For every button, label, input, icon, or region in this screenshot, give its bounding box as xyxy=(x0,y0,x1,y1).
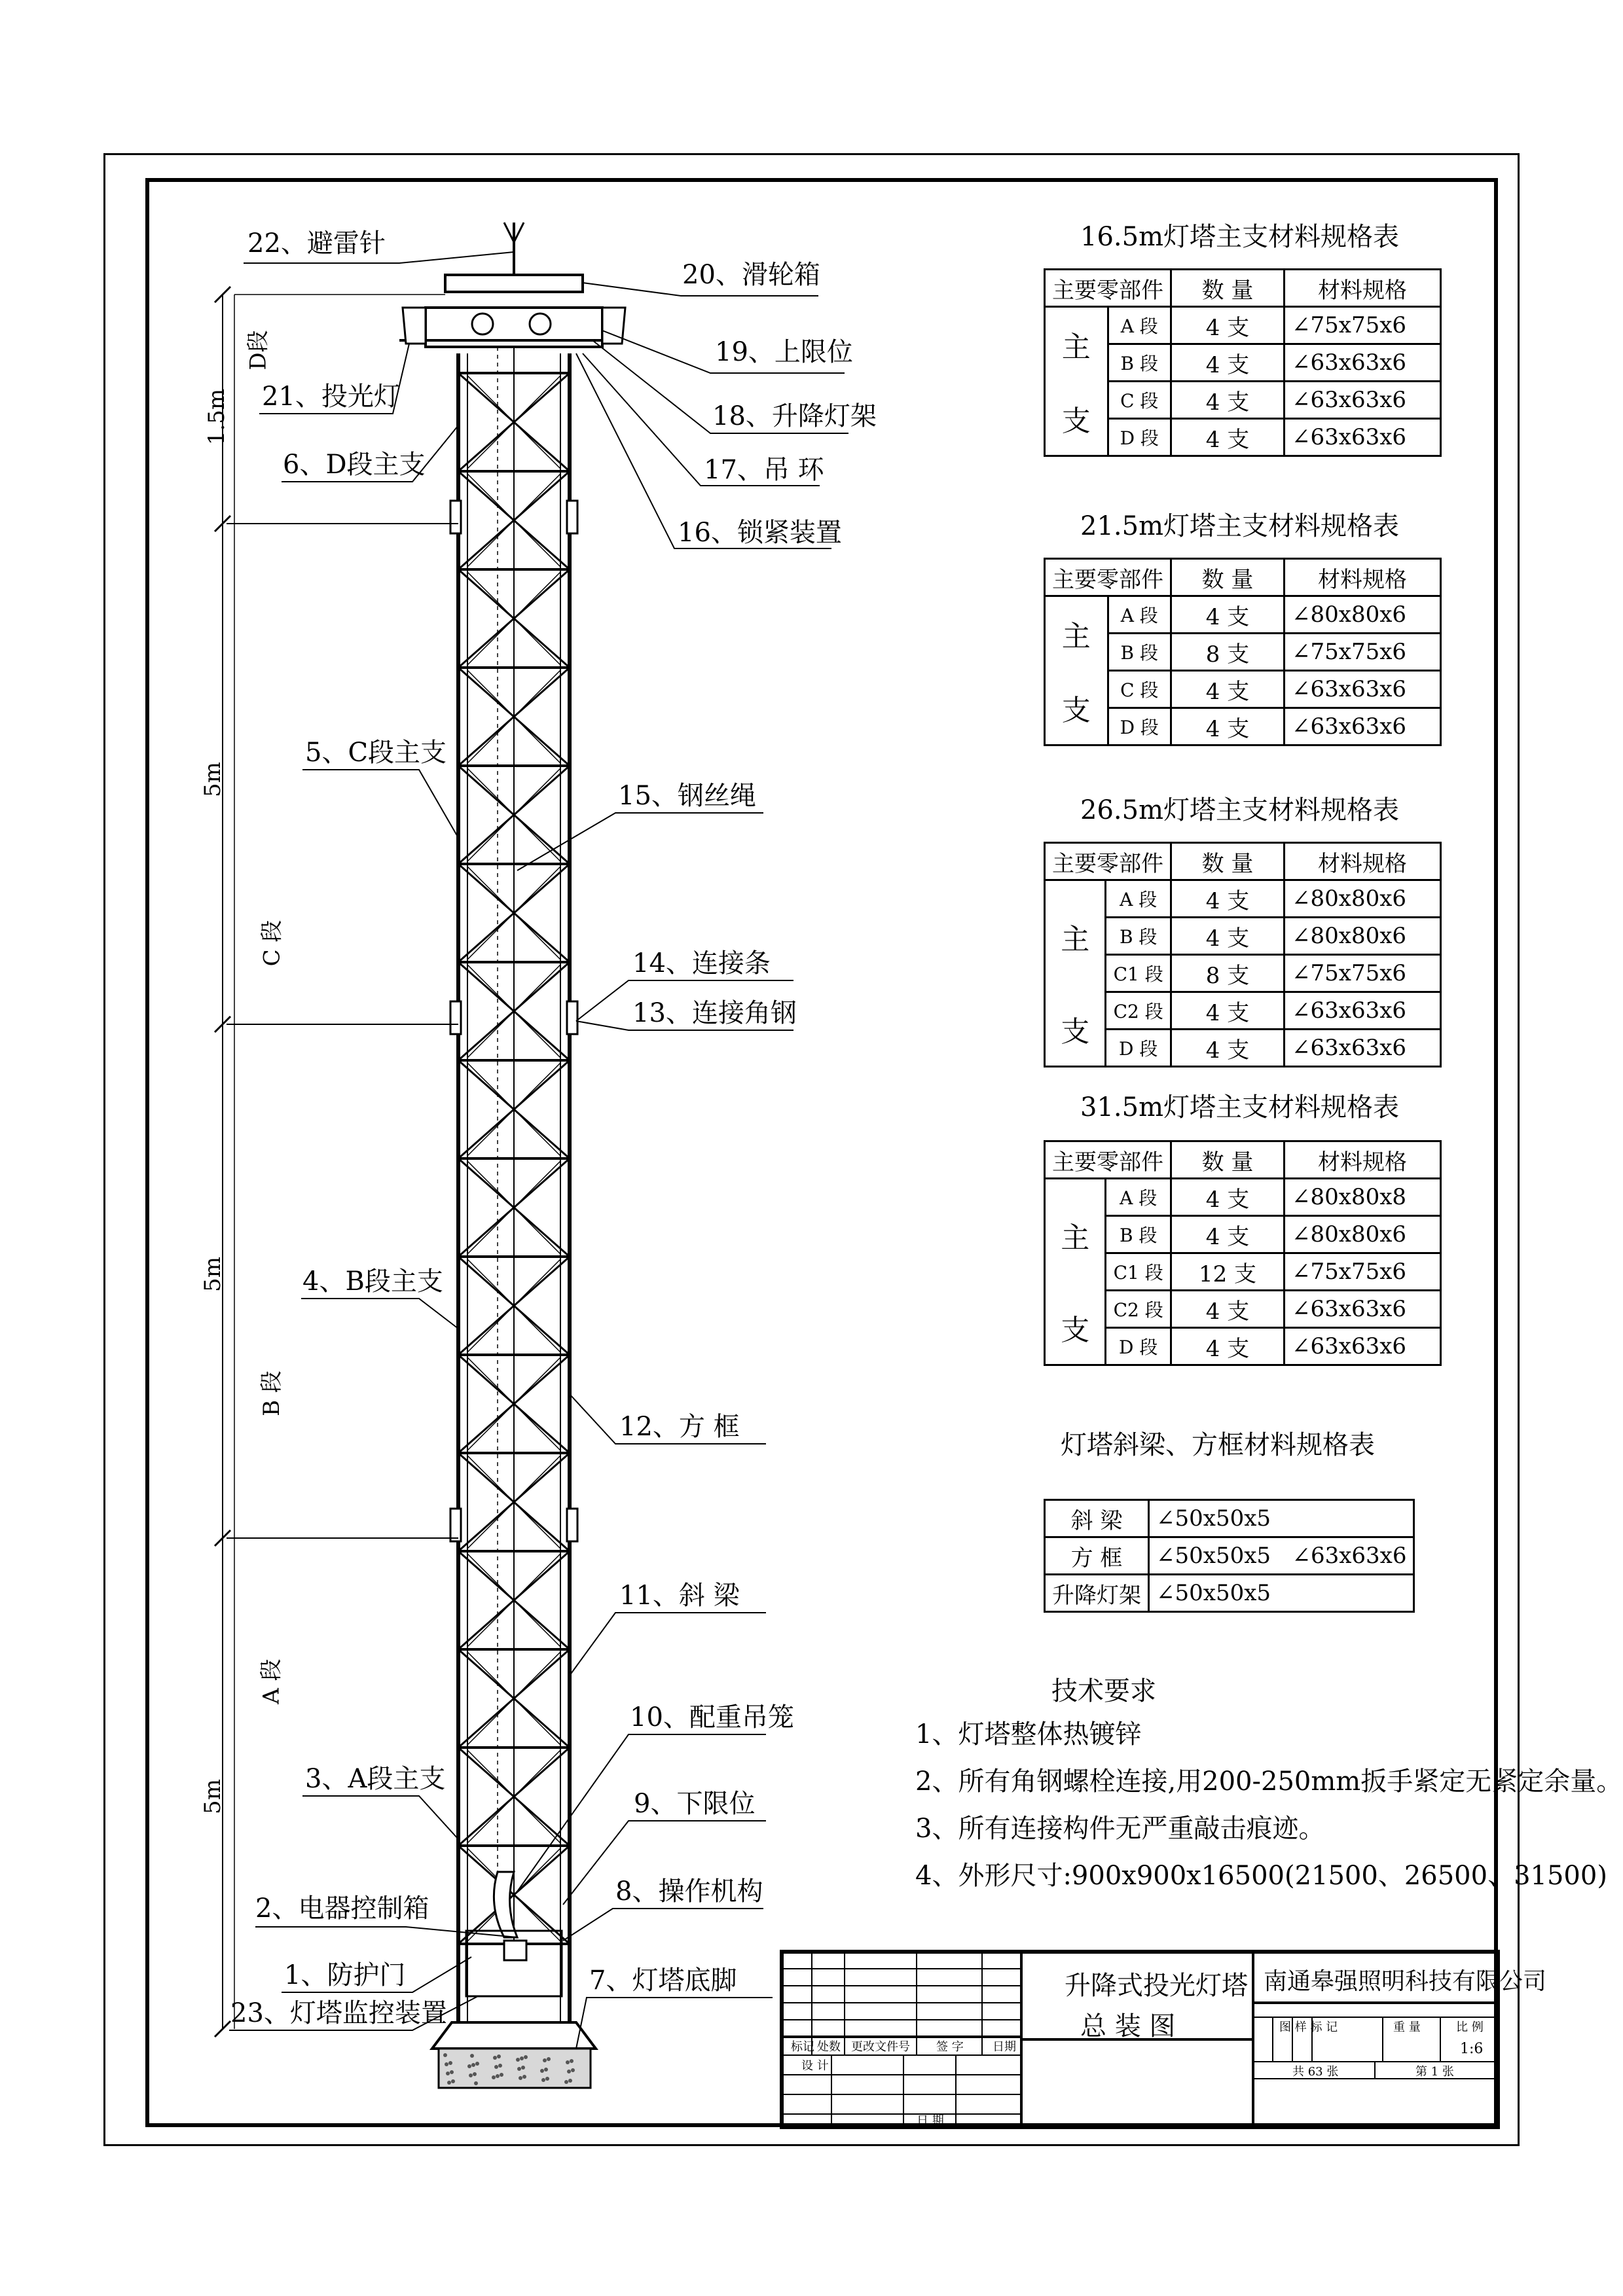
foundation-gravel xyxy=(566,2060,570,2064)
leader-line xyxy=(302,1796,458,1839)
tech-item-3: 3、所有连接构件无严重敲击痕迹。 xyxy=(915,1814,1325,1844)
quantity-cell: 4 支 xyxy=(1171,1030,1285,1067)
header-spec: 材料规格 xyxy=(1285,843,1441,880)
section-cell: B 段 xyxy=(1106,918,1171,955)
foundation-gravel xyxy=(450,2070,454,2074)
section-cell: A 段 xyxy=(1108,596,1171,634)
quantity-cell: 4 支 xyxy=(1171,596,1285,634)
leader-line xyxy=(576,1998,773,2049)
label-wire-rope: 15、钢丝绳 xyxy=(618,781,756,811)
main-bottom-cell: 支 xyxy=(1045,382,1108,456)
foundation-gravel xyxy=(522,2075,526,2079)
header-part: 主要零部件 xyxy=(1045,270,1171,307)
label-lightning-rod: 22、避雷针 xyxy=(247,228,386,259)
foundation-gravel xyxy=(496,2074,500,2078)
spec-value: 80x80x6 xyxy=(1310,1221,1407,1247)
tb-count: 处数 xyxy=(817,2040,841,2054)
company-name: 南通皋强照明科技有限公司 xyxy=(1264,1968,1547,1995)
foundation-gravel xyxy=(497,2054,501,2058)
spec-cell: ∠75x75x6 xyxy=(1285,307,1441,344)
pulley xyxy=(530,314,551,334)
tech-item-1: 1、灯塔整体热镀锌 xyxy=(915,1719,1142,1749)
quantity-cell: 8 支 xyxy=(1171,634,1285,671)
section-cell: A 段 xyxy=(1108,307,1171,344)
label-connecting-strip: 14、连接条 xyxy=(632,948,771,978)
section-cell: B 段 xyxy=(1106,1216,1171,1253)
table-row xyxy=(1045,307,1441,344)
label-b-main-column: 4、B段主支 xyxy=(302,1266,443,1297)
drawing-name-line1: 升降式投光灯塔 xyxy=(1065,1971,1248,2001)
section-cell: A 段 xyxy=(1106,1179,1171,1216)
dim-a-length: 5m xyxy=(199,1779,226,1814)
label-diagonal-beam: 11、斜 梁 xyxy=(619,1581,740,1611)
label-counterweight-cage: 10、配重吊笼 xyxy=(630,1702,794,1732)
label-a-main-column: 3、A段主支 xyxy=(305,1764,446,1794)
tb-design: 设 计 xyxy=(801,2059,829,2073)
spec-cell: ∠63x63x6 xyxy=(1285,382,1441,419)
label-connecting-angle: 13、连接角钢 xyxy=(632,998,797,1028)
spec-value: 63x63x6 xyxy=(1310,1296,1407,1322)
foundation-gravel xyxy=(543,2058,547,2062)
quantity-cell: 8 支 xyxy=(1171,955,1285,992)
spec-value: 63x63x6 xyxy=(1310,997,1407,1024)
lightning-rod-tip xyxy=(504,223,514,242)
table-row xyxy=(1045,596,1441,634)
tower-footing xyxy=(432,2022,596,2049)
table-16-5-title: 16.5m灯塔主支材料规格表 xyxy=(1080,222,1399,252)
spec-value: 63x63x6 xyxy=(1310,713,1407,740)
tb-docno: 更改文件号 xyxy=(851,2040,910,2054)
section-cell: D 段 xyxy=(1106,1328,1171,1365)
header-spec: 材料规格 xyxy=(1285,270,1441,307)
foundation-gravel xyxy=(544,2068,548,2072)
table-t215 xyxy=(1044,558,1442,746)
main-bottom-cell: 支 xyxy=(1045,1291,1106,1365)
spec-cell: ∠63x63x6 xyxy=(1285,1291,1441,1328)
foundation-gravel xyxy=(469,2073,473,2077)
header-qty: 数 量 xyxy=(1171,1141,1285,1179)
tb-date2: 日 期 xyxy=(917,2114,944,2128)
tech-item-2: 2、所有角钢螺栓连接,用200-250mm扳手紧定无紧定余量。 xyxy=(915,1767,1623,1797)
label-lower-limit: 9、下限位 xyxy=(634,1789,756,1819)
foundation-gravel xyxy=(474,2081,478,2085)
label-lift-frame: 18、升降灯架 xyxy=(712,401,877,431)
spec-cell: ∠63x63x6 xyxy=(1285,344,1441,382)
label-operating-mechanism: 8、操作机构 xyxy=(615,1876,763,1907)
table-beam xyxy=(1044,1499,1415,1613)
table-row xyxy=(1045,1291,1441,1328)
spec-cell: ∠63x63x6 xyxy=(1285,1328,1441,1365)
spec-value: 75x75x6 xyxy=(1310,1259,1407,1285)
quantity-cell: 4 支 xyxy=(1171,1291,1285,1328)
spec-value: 75x75x6 xyxy=(1310,312,1407,338)
foundation-gravel xyxy=(519,2076,522,2080)
table-row xyxy=(1045,671,1441,708)
leader-line xyxy=(563,1909,763,1941)
label-locking-device: 16、锁紧装置 xyxy=(678,518,842,548)
table-t215-title: 21.5m灯塔主支材料规格表 xyxy=(1080,511,1399,541)
pulley xyxy=(472,314,493,334)
foundation-gravel xyxy=(494,2065,498,2069)
foundation-gravel xyxy=(564,2080,568,2084)
tb-stage: 图 样 标 记 xyxy=(1279,2020,1338,2034)
main-top-cell: 主 xyxy=(1045,307,1108,382)
quantity-cell: 12 支 xyxy=(1171,1253,1285,1291)
header-spec: 材料规格 xyxy=(1285,1141,1441,1179)
main-top-cell: 主 xyxy=(1045,596,1108,671)
label-c-main-column: 5、C段主支 xyxy=(305,738,447,768)
pulley-box xyxy=(445,275,583,292)
foundation-gravel xyxy=(517,2067,521,2071)
quantity-cell: 4 支 xyxy=(1171,918,1285,955)
section-cell: D 段 xyxy=(1106,1030,1171,1067)
section-cell: B 段 xyxy=(1108,344,1171,382)
dim-b-length: 5m xyxy=(199,1257,226,1292)
foundation-gravel xyxy=(516,2058,520,2062)
table-beam-title: 灯塔斜梁、方框材料规格表 xyxy=(1061,1430,1375,1460)
leader-line xyxy=(301,1299,458,1329)
section-cell: C2 段 xyxy=(1106,992,1171,1030)
header-qty: 数 量 xyxy=(1171,270,1285,307)
spec-value: 75x75x6 xyxy=(1310,639,1407,665)
foundation-gravel xyxy=(498,2064,502,2068)
label-d-main-column: 6、D段主支 xyxy=(283,450,426,480)
spec-cell: ∠75x75x6 xyxy=(1285,1253,1441,1291)
quantity-cell: 4 支 xyxy=(1171,880,1285,918)
floodlight xyxy=(403,308,426,344)
leader-line xyxy=(570,1613,766,1676)
table-t265 xyxy=(1044,842,1442,1067)
tech-item-4: 4、外形尺寸:900x900x16500(21500、26500、31500) xyxy=(915,1861,1607,1891)
spec-value: 63x63x6 xyxy=(1310,1035,1407,1061)
label-lifting-ring: 17、吊 环 xyxy=(704,455,824,485)
spec-cell: ∠80x80x6 xyxy=(1285,880,1441,918)
header-part: 主要零部件 xyxy=(1045,1141,1171,1179)
spec-value: 80x80x6 xyxy=(1310,886,1407,912)
drawing-name-line2: 总 装 图 xyxy=(1080,2011,1176,2041)
table-row xyxy=(1045,880,1441,918)
label-protective-door: 1、防护门 xyxy=(284,1960,406,1990)
foundation-gravel xyxy=(571,2068,575,2072)
section-cell: C1 段 xyxy=(1106,955,1171,992)
foundation-gravel xyxy=(524,2055,528,2059)
foundation-gravel xyxy=(467,2064,471,2068)
section-cell: C 段 xyxy=(1108,671,1171,708)
spec-cell: ∠80x80x6 xyxy=(1285,596,1441,634)
connecting-plate xyxy=(567,1509,577,1541)
dim-d-length: 1.5m xyxy=(204,388,230,446)
label-control-box: 2、电器控制箱 xyxy=(255,1893,429,1924)
foundation-gravel xyxy=(540,2069,544,2073)
table-t315 xyxy=(1044,1140,1442,1366)
table-row xyxy=(1045,1179,1441,1216)
spec-cell: ∠63x63x6 xyxy=(1285,1030,1441,1067)
foundation-gravel xyxy=(520,2056,524,2060)
connecting-plate xyxy=(450,501,461,533)
foundation-gravel xyxy=(570,2059,574,2063)
foundation-gravel xyxy=(567,2070,571,2073)
header-qty: 数 量 xyxy=(1171,559,1285,596)
label-monitoring-device: 23、灯塔监控装置 xyxy=(230,1998,447,2028)
quantity-cell: 4 支 xyxy=(1171,992,1285,1030)
foundation-gravel xyxy=(443,2053,447,2057)
header-part: 主要零部件 xyxy=(1045,559,1171,596)
foundation-gravel xyxy=(471,2063,475,2067)
table-t315-title: 31.5m灯塔主支材料规格表 xyxy=(1080,1092,1399,1122)
header-part: 主要零部件 xyxy=(1045,843,1171,880)
dim-c-section: C 段 xyxy=(259,920,285,967)
connecting-plate xyxy=(450,1001,461,1034)
quantity-cell: 4 支 xyxy=(1171,307,1285,344)
quantity-cell: 4 支 xyxy=(1171,671,1285,708)
beam-r1-name: 斜 梁 xyxy=(1045,1500,1149,1537)
foundation-gravel xyxy=(521,2066,525,2070)
spec-cell: ∠63x63x6 xyxy=(1285,708,1441,745)
spec-cell: ∠75x75x6 xyxy=(1285,634,1441,671)
section-cell: C1 段 xyxy=(1106,1253,1171,1291)
section-cell: D 段 xyxy=(1108,708,1171,745)
foundation-gravel xyxy=(475,2062,479,2066)
lightning-rod-tip xyxy=(514,223,524,242)
spec-cell: ∠80x80x8 xyxy=(1285,1179,1441,1216)
quantity-cell: 4 支 xyxy=(1171,1328,1285,1365)
spec-cell: ∠63x63x6 xyxy=(1285,671,1441,708)
quantity-cell: 4 支 xyxy=(1171,1179,1285,1216)
foundation-gravel xyxy=(446,2072,450,2075)
foundation-gravel xyxy=(473,2072,477,2076)
label-upper-limit: 19、上限位 xyxy=(715,337,853,367)
beam-r2-spec: ∠50x50x5 ∠63x63x6 xyxy=(1149,1537,1414,1575)
tb-scale-label: 比 例 xyxy=(1456,2020,1484,2034)
spec-value: 63x63x6 xyxy=(1310,676,1407,702)
main-bottom-cell: 支 xyxy=(1045,671,1108,745)
foundation-gravel xyxy=(545,2077,549,2081)
spec-value: 63x63x6 xyxy=(1310,350,1407,376)
table-t265-title: 26.5m灯塔主支材料规格表 xyxy=(1080,795,1399,825)
section-cell: A 段 xyxy=(1106,880,1171,918)
section-cell: B 段 xyxy=(1108,634,1171,671)
spec-cell: ∠80x80x6 xyxy=(1285,918,1441,955)
spec-value: 63x63x6 xyxy=(1310,424,1407,450)
label-tower-footing: 7、灯塔底脚 xyxy=(589,1965,737,1996)
dim-a-section: A 段 xyxy=(258,1659,285,1704)
section-cell: D 段 xyxy=(1108,419,1171,456)
connecting-plate xyxy=(450,1509,461,1541)
quantity-cell: 4 支 xyxy=(1171,344,1285,382)
tb-weight: 重 量 xyxy=(1393,2020,1421,2034)
quantity-cell: 4 支 xyxy=(1171,1216,1285,1253)
connecting-plate xyxy=(567,1001,577,1034)
section-cell: C2 段 xyxy=(1106,1291,1171,1328)
dim-c-length: 5m xyxy=(199,762,226,797)
spec-value: 63x63x6 xyxy=(1310,387,1407,413)
header-spec: 材料规格 xyxy=(1285,559,1441,596)
foundation-gravel xyxy=(492,2075,496,2079)
dim-b-section: B 段 xyxy=(258,1371,285,1416)
tb-sheet: 第 1 张 xyxy=(1415,2065,1454,2079)
label-floodlight: 21、投光灯 xyxy=(262,382,400,412)
main-bottom-cell: 支 xyxy=(1045,992,1106,1067)
foundation-gravel xyxy=(445,2062,448,2066)
table-t165 xyxy=(1044,268,1442,457)
tb-scale: 1:6 xyxy=(1460,2041,1484,2057)
connecting-plate xyxy=(567,501,577,533)
beam-r2-name: 方 框 xyxy=(1045,1537,1149,1575)
table-row xyxy=(1045,382,1441,419)
label-pulley-box: 20、滑轮箱 xyxy=(682,260,820,290)
table-row xyxy=(1045,992,1441,1030)
spec-cell: ∠63x63x6 xyxy=(1285,992,1441,1030)
foundation-gravel xyxy=(470,2054,474,2058)
spec-cell: ∠75x75x6 xyxy=(1285,955,1441,992)
beam-r3-name: 升降灯架 xyxy=(1045,1575,1149,1612)
dim-d-section: D段 xyxy=(245,330,272,370)
foundation-gravel xyxy=(493,2056,497,2060)
foundation-gravel xyxy=(547,2057,551,2061)
leader-line xyxy=(302,770,458,838)
control-box xyxy=(504,1941,526,1960)
main-top-cell: 主 xyxy=(1045,880,1106,992)
beam-r3-spec: ∠50x50x5 xyxy=(1149,1575,1414,1612)
label-square-frame: 12、方 框 xyxy=(619,1412,740,1442)
foundation-gravel xyxy=(448,2061,452,2065)
spec-value: 80x80x6 xyxy=(1310,923,1407,949)
tech-title: 技术要求 xyxy=(1051,1676,1156,1706)
leader-line xyxy=(255,1927,517,1937)
tb-sign: 签 字 xyxy=(936,2040,964,2054)
spec-value: 75x75x6 xyxy=(1310,960,1407,986)
tb-date: 日期 xyxy=(993,2040,1016,2054)
foundation-gravel xyxy=(568,2079,572,2083)
spec-value: 63x63x6 xyxy=(1310,1333,1407,1359)
foundation-gravel xyxy=(541,2078,545,2082)
foundation-gravel xyxy=(451,2079,455,2083)
section-cell: C 段 xyxy=(1108,382,1171,419)
quantity-cell: 4 支 xyxy=(1171,419,1285,456)
leader-line xyxy=(517,813,763,870)
foundation-gravel xyxy=(447,2081,451,2085)
quantity-cell: 4 支 xyxy=(1171,708,1285,745)
main-top-cell: 主 xyxy=(1045,1179,1106,1291)
beam-r1-spec: ∠50x50x5 xyxy=(1149,1500,1414,1537)
foundation-gravel xyxy=(500,2073,503,2077)
tb-total: 共 63 张 xyxy=(1292,2065,1339,2079)
spec-cell: ∠63x63x6 xyxy=(1285,419,1441,456)
header-qty: 数 量 xyxy=(1171,843,1285,880)
spec-value: 80x80x8 xyxy=(1310,1184,1407,1210)
spec-value: 80x80x6 xyxy=(1310,601,1407,628)
spec-cell: ∠80x80x6 xyxy=(1285,1216,1441,1253)
tb-mark: 标记 xyxy=(791,2040,814,2054)
quantity-cell: 4 支 xyxy=(1171,382,1285,419)
